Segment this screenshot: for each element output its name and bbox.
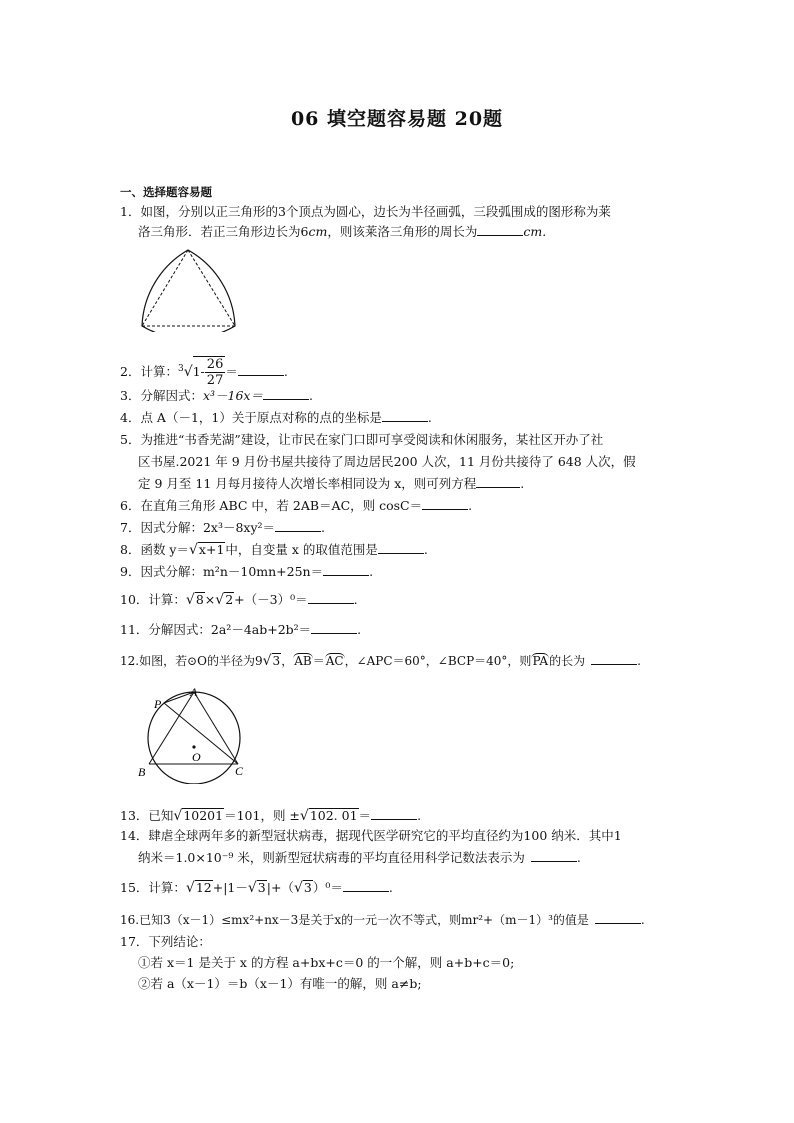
q8-radicand: x+1 (198, 542, 225, 557)
circle-geometry-figure (134, 684, 254, 784)
question-7 (120, 518, 325, 538)
q5-end: . (520, 476, 525, 491)
answer-blank[interactable] (477, 223, 523, 236)
question-1-line-2 (138, 222, 546, 242)
q12-radicand: 3 (272, 654, 281, 668)
answer-blank[interactable] (275, 519, 321, 532)
q10-radicand-1: 8 (195, 592, 204, 607)
q16-end: . (640, 913, 645, 927)
question-2: 2．计算：$^3$√1- $\frac{26}{27}$ ＝ . (120, 357, 288, 388)
q2-root-index: 3 (177, 363, 184, 374)
label-c: C (235, 764, 244, 778)
question-15: 15．计算：√12+|1－√3|+（√3）⁰＝ . (120, 880, 393, 896)
q11-text: 11．分解因式：2a²－4ab+2b²＝ (120, 622, 312, 637)
q13-mid: ＝101，则 ± (224, 808, 300, 823)
question-8: 8．函数 y＝√x+1中，自变量 x 的取值范围是 . (120, 542, 428, 558)
q14-end: . (576, 850, 581, 865)
q10-end: . (353, 592, 358, 607)
answer-blank[interactable] (595, 911, 641, 924)
q2-numerator: 26 (206, 357, 224, 372)
q13-post: ＝ (358, 808, 372, 823)
q15-end: . (388, 880, 393, 895)
q14-text: 纳米＝1.0×10⁻⁹ 米，则新型冠状病毒的平均直径用科学记数法表示为 (138, 850, 525, 865)
label-a: A (190, 685, 198, 699)
question-3 (120, 386, 313, 406)
q2-prefix: 2．计算： (120, 364, 178, 379)
q13-radicand-2: 102. 01 (309, 808, 358, 823)
question-4 (120, 408, 432, 428)
q7-end: . (321, 520, 326, 535)
q13-pre: 13．已知 (120, 808, 174, 823)
q3-text: 3．分解因式： (120, 388, 203, 403)
question-9 (120, 562, 373, 582)
q15-mid-1: +|1－ (212, 880, 248, 895)
q15-post: ）⁰＝ (312, 880, 343, 895)
q9-text: 9．因式分解：m²n－10mn+25n＝ (120, 564, 324, 579)
q15-pre: 15．计算： (120, 880, 186, 895)
q10-times: × (204, 592, 216, 607)
q12-arc-ac: AC (325, 654, 344, 668)
answer-blank[interactable] (311, 621, 357, 634)
question-16 (120, 910, 645, 930)
label-o: O (192, 750, 201, 764)
reuleaux-triangle-figure (138, 244, 242, 332)
page-title: 06 填空题容易题 20题 (290, 108, 504, 130)
label-p: P (154, 697, 162, 711)
q15-mid-2: |+（ (266, 880, 294, 895)
q8-pre: 8．函数 y＝ (120, 542, 189, 557)
q11-end: . (357, 622, 362, 637)
q2-one: 1- (192, 364, 205, 379)
q1-unit: cm (308, 224, 328, 239)
question-17-line-1: 17．下列结论： (120, 934, 211, 949)
answer-blank[interactable] (378, 541, 424, 554)
q2-end: . (283, 364, 288, 379)
q15-radicand-2: 3 (257, 880, 266, 895)
q7-text: 7．因式分解：2x³－8xy²＝ (120, 520, 276, 535)
q8-end: . (423, 542, 428, 557)
answer-blank[interactable] (323, 563, 369, 576)
q1-text-a: 洛三角形．若正三角形边长为6 (138, 224, 309, 239)
answer-blank[interactable] (371, 807, 417, 820)
q1-text-b: ，则该莱洛三角形的周长为 (327, 224, 478, 239)
q8-post: 中，自变量 x 的取值范围是 (225, 542, 378, 557)
question-13: 13．已知√10201＝101，则 ±√102. 01＝ . (120, 808, 422, 824)
question-12: 12.如图，若⊙O的半径为9√3，AB＝AC，∠APC＝60°，∠BCP＝40°，则PA的长为 . (120, 653, 641, 669)
q6-text: 6．在直角三角形 ABC 中，若 2AB＝AC，则 cosC＝ (120, 498, 423, 513)
q12-eq: ＝ (312, 654, 325, 668)
q12-arc-pa: PA (532, 654, 549, 668)
q3-end: . (309, 388, 313, 403)
q12-post: 的长为 (549, 654, 586, 668)
answer-blank[interactable] (476, 475, 520, 488)
question-17-line-3: ②若 a（x－1）＝b（x－1）有唯一的解，则 a≠b; (138, 976, 422, 991)
question-5-line-2: 区书屋.2021 年 9 月份书屋共接待了周边居民200 人次，11 月份共接待了 648 人次，假 (138, 454, 636, 469)
q13-end: . (417, 808, 422, 823)
question-17-line-2: ①若 x＝1 是关于 x 的方程 a+bx+c＝0 的一个解，则 a+b+c＝0; (138, 955, 515, 970)
answer-blank[interactable] (422, 497, 468, 510)
q1-unit-end: cm. (523, 224, 547, 239)
q10-post: +（－3）⁰＝ (234, 592, 308, 607)
answer-blank[interactable] (308, 591, 354, 604)
question-14-line-1: 14．肆虐全球两年多的新型冠状病毒，据现代医学研究它的平均直径约为100 纳米．其中1 (120, 828, 622, 843)
q15-radicand-3: 3 (303, 880, 312, 895)
question-6 (120, 496, 472, 516)
question-5-line-1: 5．为推进“书香芜湖”建设，让市民在家门口即可享受阅读和休闲服务，某社区开办了社 (120, 432, 604, 447)
answer-blank[interactable] (343, 879, 389, 892)
question-10: 10．计算：√8×√2+（－3）⁰＝ . (120, 592, 358, 608)
q4-text: 4．点 A（－1，1）关于原点对称的点的坐标是 (120, 410, 382, 425)
question-14-line-2 (138, 848, 581, 868)
q12-arc-ab: AB (294, 654, 312, 668)
question-5-line-3 (138, 474, 524, 494)
q16-text: 16.已知3（x－1）≤mx²+nx－3是关于x的一元一次不等式，则mr²+（m－1）³的值是 (120, 913, 589, 927)
q12-comma: ， (281, 654, 294, 668)
q12-pre: 12.如图，若⊙O的半径为9 (120, 654, 263, 668)
label-b: B (138, 765, 146, 779)
q6-end: . (468, 498, 473, 513)
q12-end: . (637, 654, 641, 668)
answer-blank[interactable] (591, 652, 637, 665)
question-1-line-1: 1．如图，分别以正三角形的3个顶点为圆心，边长为半径画弧，三段弧围成的图形称为莱 (120, 204, 611, 219)
q9-end: . (369, 564, 374, 579)
answer-blank[interactable] (382, 409, 428, 422)
answer-blank[interactable] (263, 387, 309, 400)
q2-fraction (205, 357, 226, 388)
q10-pre: 10．计算： (120, 592, 186, 607)
section-heading: 一、选择题容易题 (120, 185, 212, 199)
q2-equals: ＝ (225, 364, 238, 379)
answer-blank[interactable] (238, 363, 284, 376)
q13-radicand-1: 10201 (183, 808, 224, 823)
question-11 (120, 620, 361, 640)
answer-blank[interactable] (531, 849, 577, 862)
q2-denominator: 27 (206, 373, 224, 388)
q10-radicand-2: 2 (225, 592, 234, 607)
q15-radicand-1: 12 (195, 880, 212, 895)
q12-angles: ，∠APC＝60°，∠BCP＝40°，则 (344, 654, 532, 668)
q4-end: . (427, 410, 432, 425)
q3-expr: x³－16x＝ (202, 388, 263, 403)
q5-text: 定 9 月至 11 月每月接待人次增长率相同设为 x，则可列方程 (138, 476, 477, 491)
